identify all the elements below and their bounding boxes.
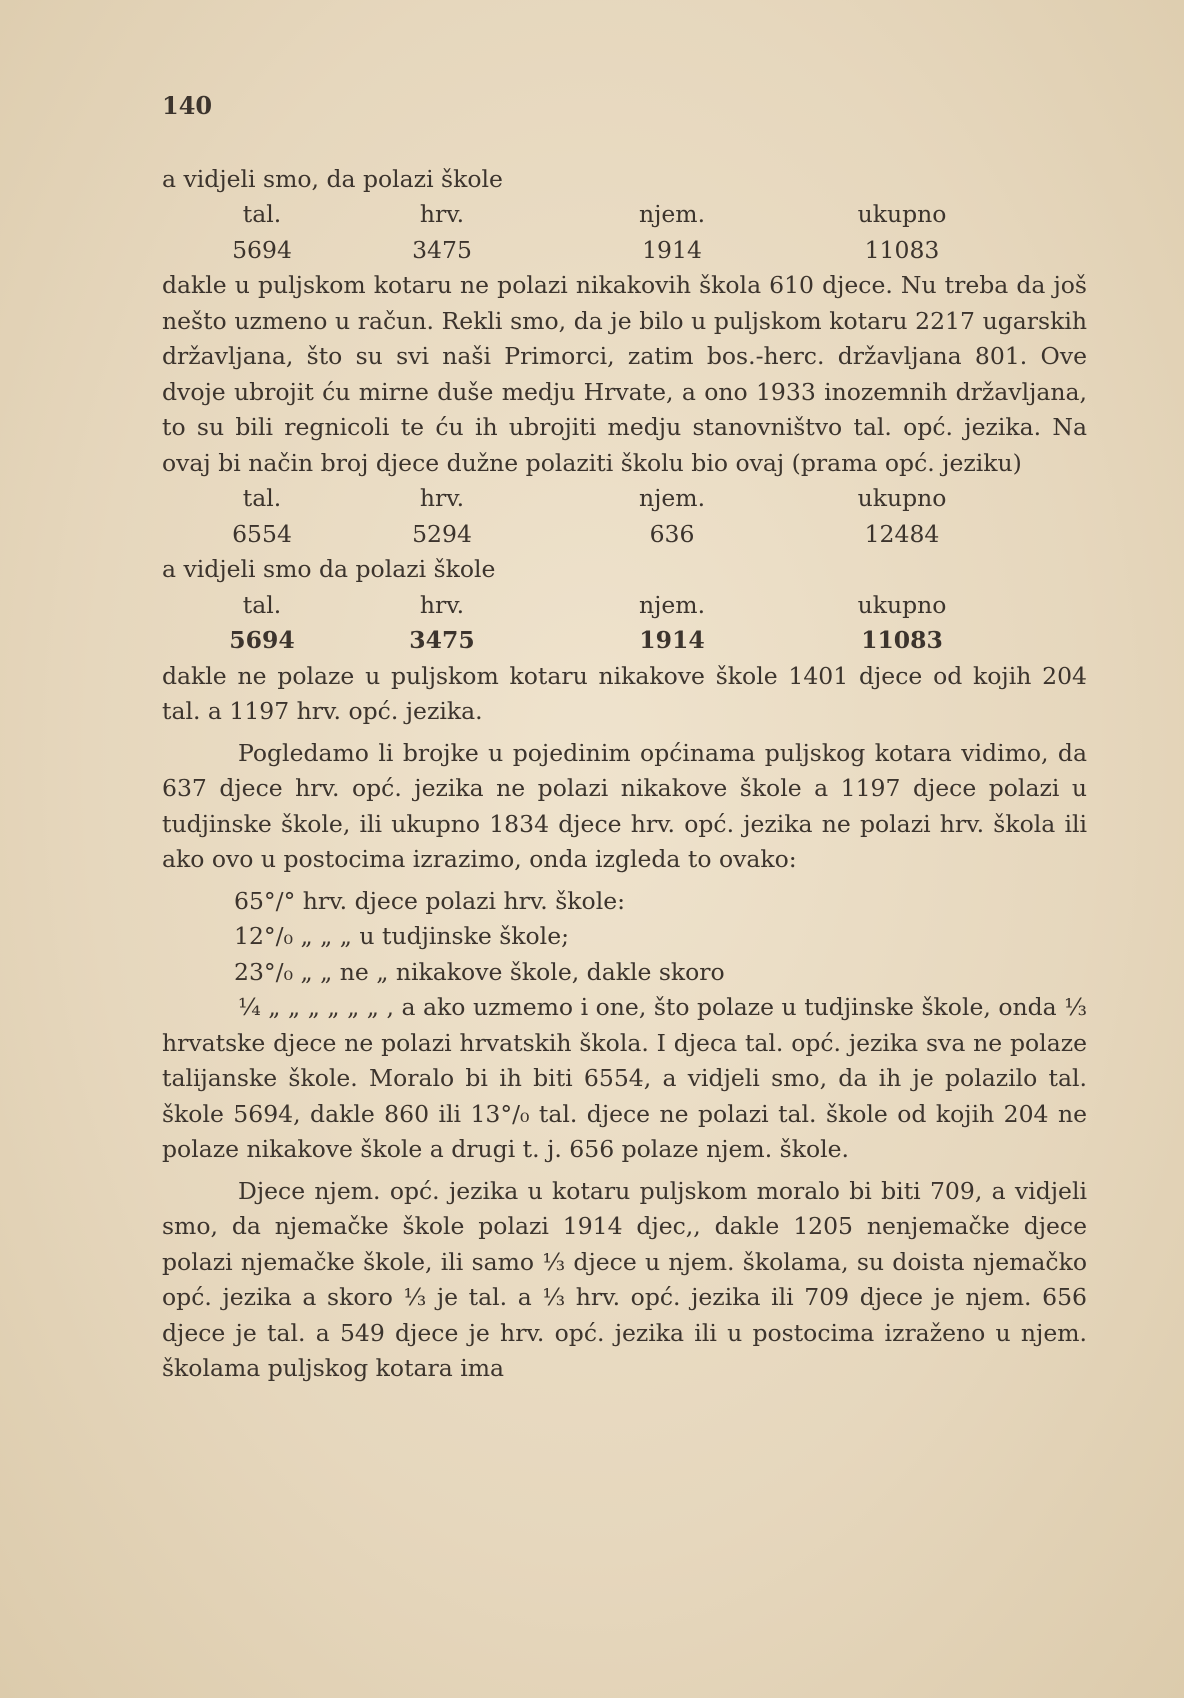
table-2 [197, 481, 1087, 552]
table-2-value-tal: 6554 [232, 519, 292, 548]
table-2-value-hrv: 5294 [412, 519, 472, 548]
table-2-value-njem: 636 [649, 519, 695, 548]
table-3-header-ukupno: ukupno [857, 590, 947, 619]
table-3-value-njem: 1914 [639, 626, 705, 654]
paragraph-1: dakle u puljskom kotaru ne polazi nikakovih škola 610 djece. Nu treba da još nešto uzmeno u račun. Rekli smo, da je bilo u puljskom kotaru 2217 ugarskih državljana, što su svi naši Primorci, zatim bos.-herc. državljana 801. Ove dvoje ubrojit ću mirne duše medju Hrvate, a ono 1933 inozemnih državljana, to su bili regnicoli te ću ih ubrojiti medju stanovništvo tal. opć. jezika. Na ovaj bi način broj djece dužne polaziti školu bio ovaj (prama opć. jeziku) [162, 271, 1087, 477]
table-2-value-ukupno: 12484 [864, 519, 940, 548]
table-3-header-njem: njem. [638, 590, 706, 619]
table-1-value-tal: 5694 [232, 235, 292, 264]
percent-line-2: 12°/₀ „ „ „ u tudjinske škole; [234, 922, 570, 950]
table-3-value-ukupno: 11083 [861, 626, 943, 654]
intro-line-1: a vidjeli smo, da polazi škole [162, 164, 503, 193]
table-1-header-ukupno: ukupno [857, 200, 947, 228]
percent-line-3: 23°/₀ „ „ ne „ nikakove škole, dakle skoro [234, 957, 725, 986]
table-1-header-tal: tal. [242, 200, 282, 228]
paragraph-4: ¼ „ „ „ „ „ „ , a ako uzmemo i one, što polaze u tudjinske škole, onda ⅓ hrvatske djece ne polazi hrvatskih škola. I djeca tal. opć. jezika sva ne polaze talijanske škole. Moralo bi ih biti 6554, a vidjeli smo, da ih je polazilo tal. škole 5694, dakle 860 ili 13°/₀ tal. djece ne polazi tal. škole od kojih 204 ne polaze nikakove škole a drugi t. j. 656 polaze njem. škole. [162, 993, 1087, 1163]
paragraph-3: Pogledamo li brojke u pojedinim općinama puljskog kotara vidimo, da 637 djece hrv. opć. jezika ne polazi nikakove škole a 1197 djece polazi u tudjinske škole, ili ukupno 1834 djece hrv. opć. jezika ne polazi hrv. škola ili ako ovo u postocima izrazimo, onda izgleda to ovako: [162, 738, 1087, 873]
table-2-header-tal: tal. [242, 484, 282, 512]
table-1-value-njem: 1914 [642, 235, 702, 264]
book-page [162, 88, 1087, 1387]
table-2-header-ukupno: ukupno [857, 484, 947, 512]
table-3 [197, 588, 1087, 659]
table-1-header-njem: njem. [638, 200, 706, 228]
paragraph-2: dakle ne polaze u puljskom kotaru nikakove škole 1401 djece od kojih 204 tal. a 1197 hrv. opć. jezika. [162, 661, 1087, 725]
table-1-header-hrv: hrv. [419, 200, 465, 228]
table-1-value-hrv: 3475 [412, 235, 472, 264]
table-1-value-ukupno: 11083 [864, 235, 940, 264]
table-3-header-tal: tal. [242, 590, 282, 619]
table-3-value-tal: 5694 [229, 626, 295, 654]
table-1 [197, 197, 1087, 268]
intro-line-2: a vidjeli smo da polazi škole [162, 555, 496, 583]
table-2-header-njem: njem. [638, 484, 706, 512]
table-3-value-hrv: 3475 [409, 626, 475, 654]
paragraph-5: Djece njem. opć. jezika u kotaru puljskom moralo bi biti 709, a vidjeli smo, da njemačke škole polazi 1914 djec,, dakle 1205 nenjemačke djece polazi njemačke škole, ili samo ⅓ djece u njem. školama, su doista njemačko opć. jezika a skoro ⅓ je tal. a ⅓ hrv. opć. jezika ili 709 djece je njem. 656 djece je tal. a 549 djece je hrv. opć. jezika ili u postocima izraženo u njem. školama puljskog kotara ima [162, 1176, 1087, 1382]
page-number: 140 [162, 91, 213, 120]
table-3-header-hrv: hrv. [419, 590, 465, 619]
table-2-header-hrv: hrv. [419, 484, 465, 512]
percent-line-1: 65°/° hrv. djece polazi hrv. škole: [234, 886, 626, 915]
